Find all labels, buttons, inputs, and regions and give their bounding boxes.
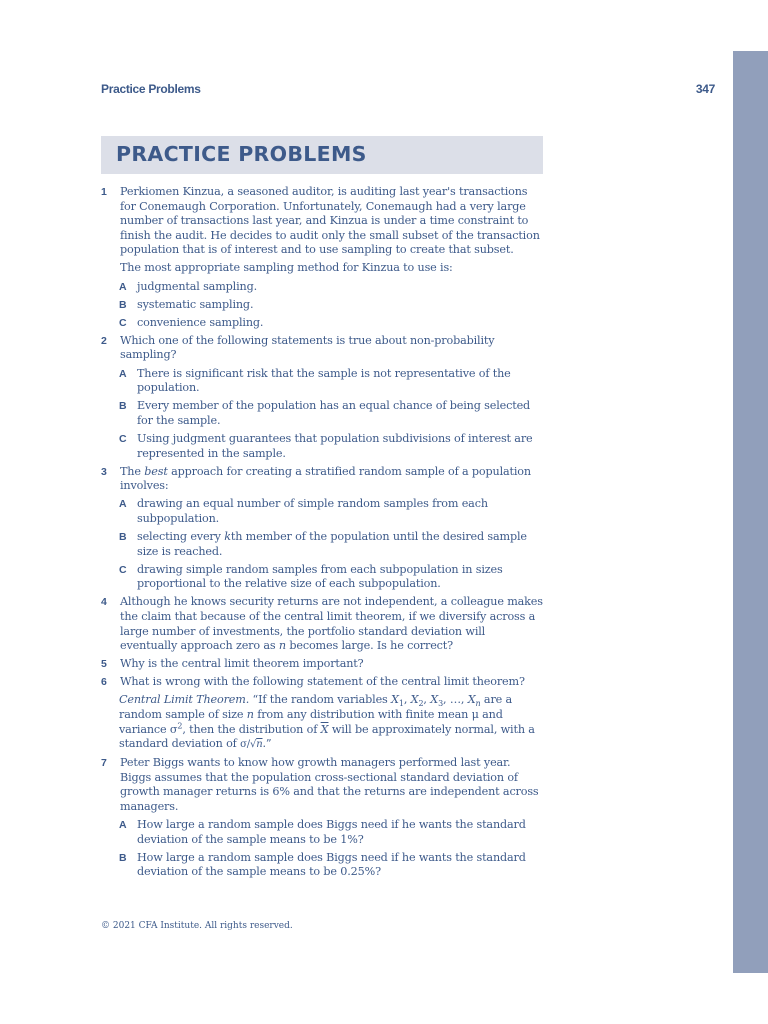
question-6 [101,675,543,690]
question-number: 1 [101,186,107,198]
option-label: C [119,316,127,329]
problem-list [101,185,543,884]
section-title: PRACTICE PROBLEMS [116,142,367,166]
section-title-box [101,136,543,174]
question-text: Why is the central limit theorem important? [120,657,364,671]
theorem-quote: Central Limit Theorem. “If the random variables $X_1$, $X_2$, $X_3$, …, $X_n$ are a random sample of size n from any distribution with finite mean μ and variance $\sigma^2$, then the distribution of $\overline{X}$ will be approximately normal, with a standard deviation of σ/√n.” [119,693,535,751]
question-text: Perkiomen Kinzua, a seasoned auditor, is auditing last year's transactions for Conemaugh Corporation. Unfortunately, Conemaugh had a very large number of transactions last year, and Kinzua is under a time constraint to finish the audit. He decides to audit only the small subset of the transaction population that is of interest and to use sampling to create that subset. [120,185,540,257]
option-text: selecting every kth member of the population until the desired sample size is reached. [137,529,527,558]
question-3 [101,465,543,494]
question-number: 6 [101,676,107,689]
question-1 [101,185,543,276]
option-b [119,530,543,559]
question-2 [101,334,543,363]
option-text: convenience sampling. [137,315,264,329]
question-text: Peter Biggs wants to know how growth managers performed last year. Biggs assumes that the population cross-sectional standard deviation of growth manager returns is 6% and that the returns are independent across managers. [120,756,539,814]
question-number: 4 [101,596,107,609]
option-b [119,399,543,428]
option-text: Every member of the population has an equal chance of being selected for the sample. [137,399,531,427]
question-text: Although he knows security returns are not independent, a colleague makes the claim that because of the central limit theorem, if we diversify across a large number of investments, the portfolio standard deviation will eventually approach zero as n becomes large. Is he correct? [120,595,543,653]
question-number: 2 [101,334,107,347]
option-text: There is significant risk that the sample is not representative of the population. [137,366,511,395]
option-label: A [119,367,127,380]
option-label: A [119,498,127,511]
option-c [119,563,543,592]
option-label: C [119,563,127,576]
page-number: 347 [695,82,715,96]
xbar-symbol: $\overline{X}$ [320,722,329,736]
copyright-footer: © 2021 CFA Institute. All rights reserved. [101,921,293,931]
option-a [119,280,543,295]
option-label: B [119,400,127,413]
question-7 [101,756,543,814]
option-c [119,432,543,461]
question-text: The best approach for creating a stratified random sample of a population involves: [120,464,531,493]
option-text: systematic sampling. [137,297,254,311]
option-label: A [119,819,127,832]
running-title: Practice Problems [101,82,201,96]
question-text: Which one of the following statements is true about non-probability sampling? [120,333,495,362]
option-a [119,497,543,526]
question-5 [101,657,543,672]
running-header [101,82,715,98]
page-edge-bar [733,51,768,973]
option-b [119,851,543,880]
option-a [119,367,543,396]
option-a [119,818,543,847]
option-label: C [119,432,127,445]
option-text: How large a random sample does Biggs need if he wants the standard deviation of the sample means to be 1%? [137,818,526,846]
question-number: 7 [101,757,107,770]
question-stem: The most appropriate sampling method for Kinzua to use is: [120,261,453,275]
option-label: A [119,280,127,293]
option-text: judgmental sampling. [137,279,257,293]
sigma-over-root-n: σ/√n [240,739,263,751]
option-text: drawing an equal number of simple random samples from each subpopulation. [137,497,488,525]
option-text: Using judgment guarantees that population subdivisions of interest are represented in the sample. [137,431,533,460]
option-b [119,298,543,313]
option-label: B [119,530,127,543]
option-c [119,316,543,331]
option-text: drawing simple random samples from each subpopulation in sizes proportional to the relative size of each subpopulation. [137,562,503,591]
option-text: How large a random sample does Biggs need if he wants the standard deviation of the sample means to be 0.25%? [137,850,526,879]
question-number: 5 [101,658,107,671]
question-number: 3 [101,465,107,478]
question-4 [101,595,543,653]
question-text: What is wrong with the following statement of the central limit theorem? [120,675,525,689]
option-label: B [119,851,127,864]
option-label: B [119,298,127,311]
